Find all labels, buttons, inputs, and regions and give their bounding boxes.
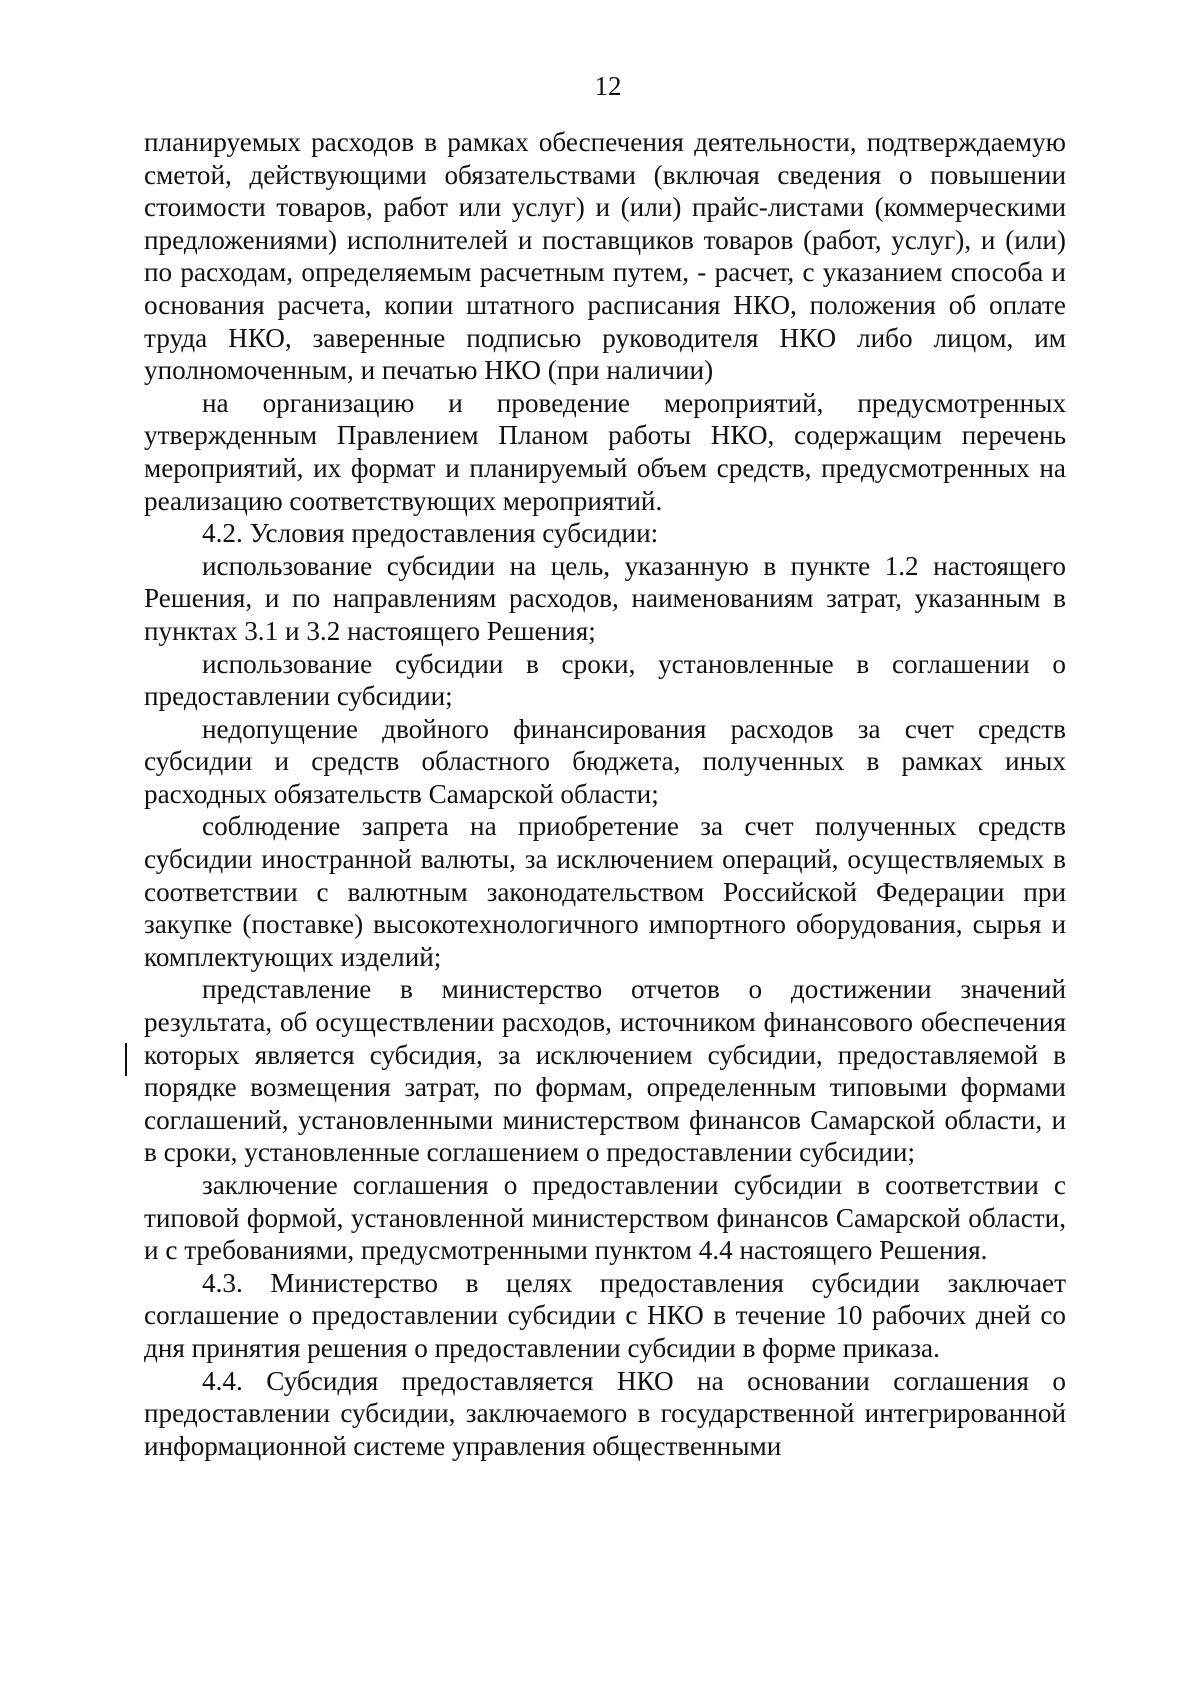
paragraph-condition-terms: использование субсидии в сроки, установленные в соглашении о предоставлении субсидии; xyxy=(144,648,1066,712)
paragraph-expense-justification: планируемых расходов в рамках обеспечения деятельности, подтверждаемую сметой, действующими обязательствами (включая сведения о повышении стоимости товаров, работ или услуг) и (или) прайс-листами (коммерческими предложениями) исполнителей и поставщиков товаров (работ, услуг), и (или) по расходам, определяемым расчетным путем, - расчет, с указанием способа и основания расчета, копии штатного расписания НКО, положения об оплате труда НКО, заверенные подписью руководителя НКО либо лицом, им уполномоченным, и печатью НКО (при наличии) xyxy=(144,127,1066,386)
paragraph-condition-no-double-financing: недопущение двойного финансирования расходов за счет средств субсидии и средств областного бюджета, полученных в рамках иных расходных обязательств Самарской области; xyxy=(144,713,1066,809)
revision-change-bar xyxy=(125,1043,127,1076)
paragraph-events-organization: на организацию и проведение мероприятий, предусмотренных утвержденным Правлением Планом работы НКО, содержащим перечень мероприятий, их формат и планируемый объем средств, предусмотренных на реализацию соответствующих мероприятий. xyxy=(144,387,1066,516)
paragraph-section-4-3: 4.3. Министерство в целях предоставления субсидии заключает соглашение о предоставлении субсидии с НКО в течение 10 рабочих дней со дня принятия решения о предоставлении субсидии в форме приказа. xyxy=(144,1267,1066,1363)
document-body xyxy=(144,126,1066,1462)
paragraph-condition-purpose-use: использование субсидии на цель, указанную в пункте 1.2 настоящего Решения, и по направлениям расходов, наименованиям затрат, указанным в пунктах 3.1 и 3.2 настоящего Решения; xyxy=(144,550,1066,646)
paragraph-condition-currency-ban: соблюдение запрета на приобретение за счет полученных средств субсидии иностранной валюты, за исключением операций, осуществляемых в соответствии с валютным законодательством Российской Федерации при закупке (поставке) высокотехнологичного импортного оборудования, сырья и комплектующих изделий; xyxy=(144,811,1066,972)
paragraph-condition-reporting: представление в министерство отчетов о достижении значений результата, об осуществлении расходов, источником финансового обеспечения которых является субсидия, за исключением субсидии, предоставляемой в порядке возмещения затрат, по формам, определенным типовыми формами соглашений, установленными министерством финансов Самарской области, и в сроки, установленные соглашением о предоставлении субсидии; xyxy=(144,974,1066,1168)
paragraph-condition-agreement: заключение соглашения о предоставлении субсидии в соответствии с типовой формой, установленной министерством финансов Самарской области, и с требованиями, предусмотренными пунктом 4.4 настоящего Решения. xyxy=(144,1170,1066,1266)
paragraph-section-4-2-heading: 4.2. Условия предоставления субсидии: xyxy=(202,518,659,549)
paragraph-section-4-4: 4.4. Субсидия предоставляется НКО на основании соглашения о предоставлении субсидии, заключаемого в государственной интегрированной информационной системе управления общественными xyxy=(144,1365,1066,1461)
page-number: 12 xyxy=(594,71,622,101)
